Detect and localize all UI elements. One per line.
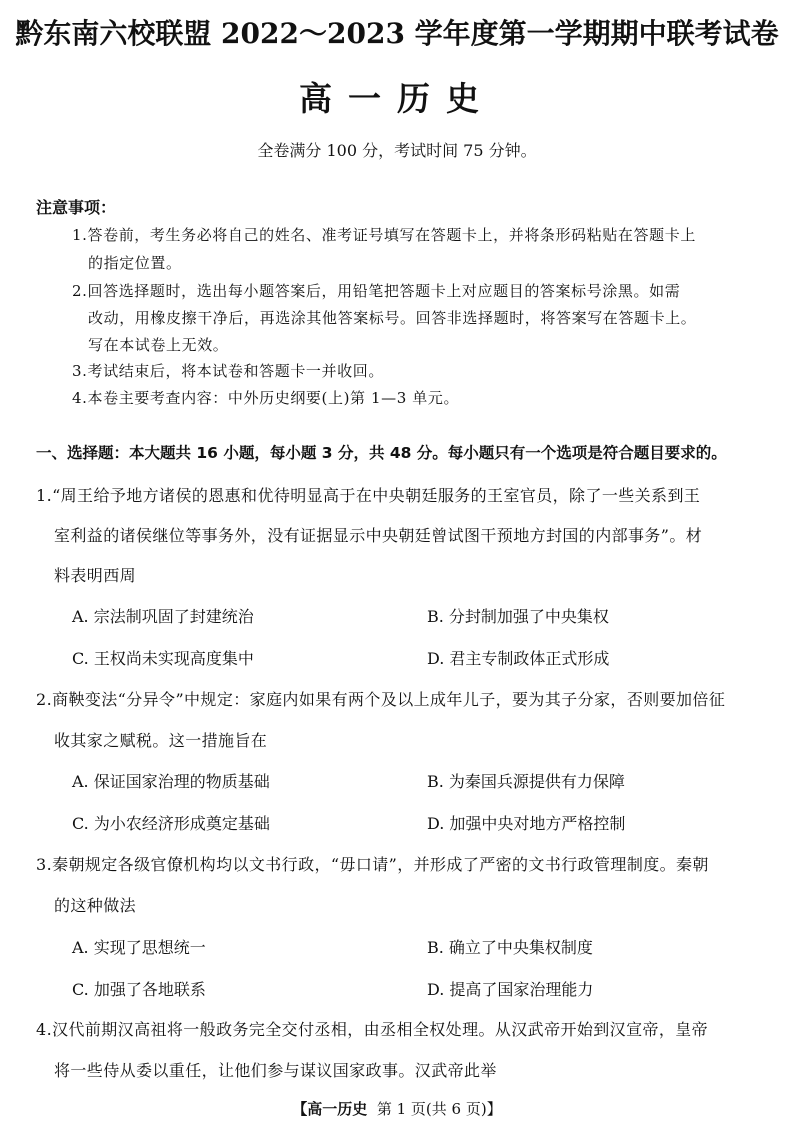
option-a[interactable]: A. 宗法制巩固了封建统治	[72, 607, 254, 626]
question-stem-line: 2.商鞅变法“分异令”中规定：家庭内如果有两个及以上成年儿子，要为其子分家，否则要加倍征	[36, 690, 726, 709]
option-d[interactable]: D. 君主专制政体正式形成	[427, 649, 610, 668]
question-stem-line: 料表明西周	[54, 566, 137, 585]
option-d[interactable]: D. 提高了国家治理能力	[427, 980, 594, 999]
notice-line: 3.考试结束后，将本试卷和答题卡一并收回。	[72, 362, 384, 380]
question-stem-line: 3.秦朝规定各级官僚机构均以文书行政，“毋口请”，并形成了严密的文书行政管理制度。秦朝	[36, 855, 709, 874]
question-stem-line: 1.“周王给予地方诸侯的恩惠和优待明显高于在中央朝廷服务的王室官员，除了一些关系到王	[36, 486, 701, 505]
option-b[interactable]: B. 分封制加强了中央集权	[427, 607, 609, 626]
question-stem-line: 的这种做法	[54, 896, 137, 915]
footer-subject: 【高一历史	[292, 1100, 368, 1118]
notice-line: 的指定位置。	[88, 254, 182, 272]
option-c[interactable]: C. 为小农经济形成奠定基础	[72, 814, 270, 833]
question-stem-line: 将一些侍从委以重任，让他们参与谋议国家政事。汉武帝此举	[54, 1061, 497, 1080]
notice-heading: 注意事项：	[36, 198, 117, 217]
notice-line: 写在本试卷上无效。	[88, 336, 229, 354]
question-stem-line: 收其家之赋税。这一措施旨在	[54, 731, 268, 750]
option-c[interactable]: C. 加强了各地联系	[72, 980, 206, 999]
notice-line: 2.回答选择题时，选出每小题答案后，用铅笔把答题卡上对应题目的答案标号涂黑。如需	[72, 282, 681, 300]
notice-line: 1.答卷前，考生务必将自己的姓名、准考证号填写在答题卡上，并将条形码粘贴在答题卡上	[72, 226, 696, 244]
footer-page-number: 第 1 页(共 6 页)】	[376, 1100, 502, 1118]
notice-line: 4.本卷主要考查内容：中外历史纲要(上)第 1—3 单元。	[72, 389, 460, 407]
exam-title: 黔东南六校联盟 2022～2023 学年度第一学期期中联考试卷	[15, 17, 779, 50]
subject-title: 高一历史	[299, 79, 495, 118]
option-c[interactable]: C. 王权尚未实现高度集中	[72, 649, 254, 668]
option-d[interactable]: D. 加强中央对地方严格控制	[427, 814, 626, 833]
question-stem-line: 4.汉代前期汉高祖将一般政务完全交付丞相，由丞相全权处理。从汉武帝开始到汉宣帝，皇帝	[36, 1020, 709, 1039]
option-a[interactable]: A. 保证国家治理的物质基础	[72, 772, 270, 791]
option-b[interactable]: B. 为秦国兵源提供有力保障	[427, 772, 625, 791]
notice-line: 改动，用橡皮擦干净后，再选涂其他答案标号。回答非选择题时，将答案写在答题卡上。	[88, 309, 697, 327]
question-stem-line: 室利益的诸侯继位等事务外，没有证据显示中央朝廷曾试图干预地方封国的内部事务”。材	[54, 526, 703, 545]
exam-info: 全卷满分 100 分，考试时间 75 分钟。	[257, 141, 537, 160]
section-heading: 一、选择题：本大题共 16 小题，每小题 3 分，共 48 分。每小题只有一个选项是符合题目要求的。	[36, 444, 727, 462]
option-a[interactable]: A. 实现了思想统一	[72, 938, 206, 957]
option-b[interactable]: B. 确立了中央集权制度	[427, 938, 593, 957]
page-footer	[0, 1098, 794, 1119]
